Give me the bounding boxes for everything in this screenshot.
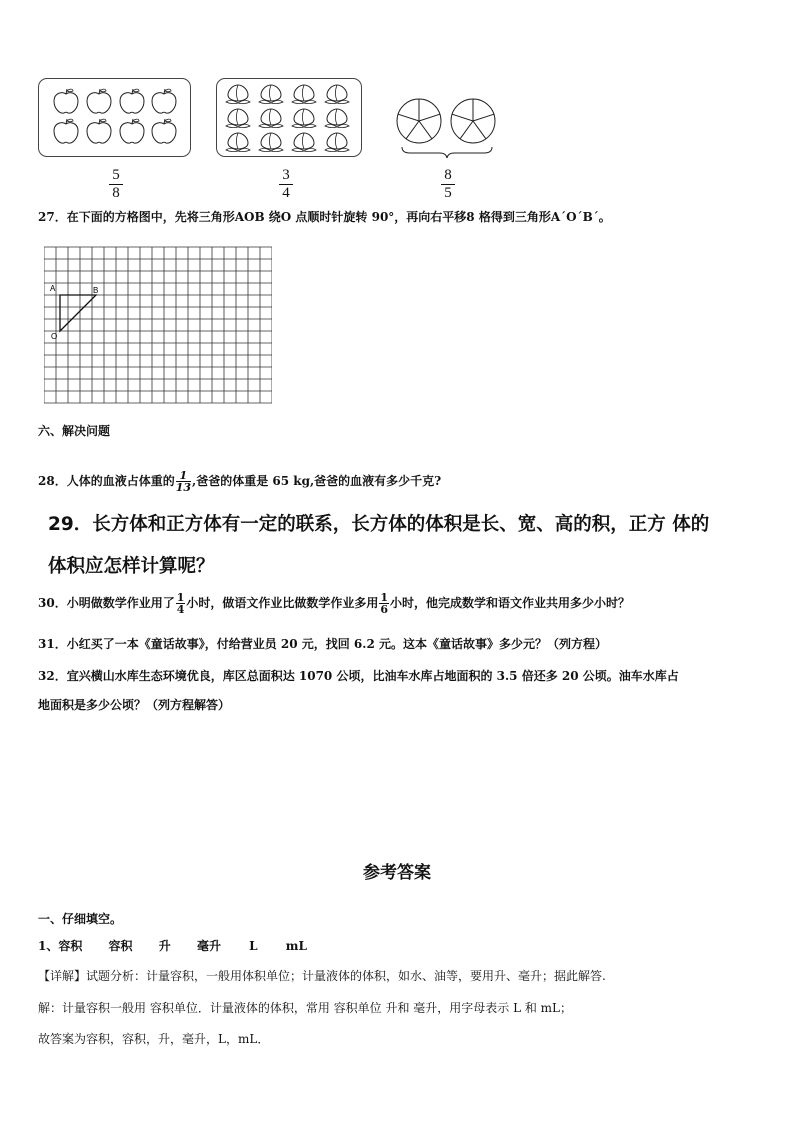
answer-solution: 解：计量容积一般用 容积单位．计量液体的体积，常用 容积单位 升和 毫升，用字母表示 L 和 mL； — [38, 1001, 573, 1015]
apple-icon — [54, 119, 78, 143]
answer-1-item: 毫升 — [196, 939, 221, 953]
question-27: 27．在下面的方格图中，先将三角形AOB 绕O 点顺时针旋转 90°，再向右平移8 格得到三角形A´O´B´。 — [38, 210, 611, 224]
fraction-numerator: 8 — [444, 167, 452, 183]
fraction-numerator: 5 — [112, 167, 120, 183]
question-30-pre: 30．小明做数学作业用了 — [38, 596, 175, 610]
apple-icon — [120, 89, 144, 113]
fraction-denominator: 5 — [444, 185, 452, 201]
answer-1-item: L — [249, 939, 258, 953]
peach-icons — [217, 79, 361, 156]
fraction-numerator: 3 — [282, 167, 290, 183]
section-6-title: 六、解决问题 — [38, 424, 111, 438]
question-32-line1: 32．宜兴横山水库生态环境优良，库区总面积达 1070 公顷，比油车水库占地面积的 3.5 倍还多 20 公顷。油车水库占 — [38, 669, 679, 683]
apple-icon — [120, 119, 144, 143]
answer-1-item: 容积 — [108, 939, 133, 953]
peach-icon — [259, 85, 283, 104]
fraction-one-thirteenth — [176, 470, 191, 493]
pie-diagram — [394, 94, 500, 160]
fraction-peaches — [276, 168, 296, 201]
peach-icon — [226, 109, 250, 128]
peach-icon — [226, 133, 250, 152]
question-31: 31．小红买了一本《童话故事》，付给营业员 20 元，找回 6.2 元。这本《童话故事》多少元？（列方程） — [38, 637, 607, 651]
question-30 — [38, 592, 630, 615]
peach-icon — [292, 85, 316, 104]
question-29-line2: 体积应怎样计算呢？ — [48, 556, 215, 577]
question-30-mid: 小时，做语文作业比做数学作业多用 — [186, 596, 379, 610]
question-29-line1: 29．长方体和正方体有一定的联系，长方体的体积是长、宽、高的积，正方 体的 — [48, 514, 710, 535]
peaches-box — [216, 78, 362, 157]
answers-section-1: 一、仔细填空。 — [38, 912, 123, 926]
apples-box — [38, 78, 191, 157]
apple-icons — [39, 79, 190, 156]
answer-detail: 【详解】试题分析：计量容积，一般用体积单位；计量液体的体积，如水、油等，要用升、毫升；据此解答. — [38, 969, 606, 983]
peach-icon — [325, 133, 349, 152]
apple-icon — [87, 89, 111, 113]
fraction-pies — [438, 168, 458, 201]
peach-icon — [259, 109, 283, 128]
fraction-one-sixth — [379, 592, 389, 615]
apple-icon — [152, 89, 176, 113]
point-b-label: B — [93, 286, 99, 295]
brace-icon — [402, 147, 492, 158]
answer-1 — [38, 937, 307, 954]
fraction-denominator: 13 — [175, 481, 192, 494]
fraction-denominator: 4 — [282, 185, 290, 201]
point-a-label: A — [50, 284, 56, 293]
answer-conclusion: 故答案为容积，容积，升，毫升，L，mL． — [38, 1032, 270, 1046]
grid-lines — [44, 247, 272, 403]
fraction-one-quarter — [176, 592, 186, 615]
fraction-denominator: 4 — [176, 603, 185, 616]
answers-title: 参考答案 — [363, 863, 431, 883]
triangle-aob — [60, 295, 96, 331]
fraction-apples — [106, 168, 126, 201]
pie-icon — [451, 99, 495, 143]
fraction-numerator: 1 — [176, 591, 185, 604]
peach-icon — [226, 85, 250, 104]
point-o-label: O — [51, 332, 58, 341]
fraction-denominator: 8 — [112, 185, 120, 201]
peach-icon — [292, 109, 316, 128]
fraction-numerator: 1 — [380, 591, 389, 604]
grid-figure — [44, 244, 272, 404]
fraction-denominator: 6 — [380, 603, 389, 616]
answer-1-label: 1、容积 — [38, 939, 83, 953]
question-32-line2: 地面积是多少公顷？（列方程解答） — [38, 698, 231, 712]
answer-1-item: mL — [285, 939, 307, 953]
peach-icon — [259, 133, 283, 152]
apple-icon — [87, 119, 111, 143]
fraction-numerator: 1 — [176, 470, 191, 482]
apple-icon — [152, 119, 176, 143]
answer-1-item: 升 — [158, 939, 171, 953]
question-30-post: 小时，他完成数学和语文作业共用多少小时？ — [390, 596, 631, 610]
peach-icon — [325, 85, 349, 104]
question-28-pre: 28．人体的血液占体重的 — [38, 474, 175, 488]
peach-icon — [325, 109, 349, 128]
pie-icon — [397, 99, 441, 143]
apple-icon — [54, 89, 78, 113]
peach-icon — [292, 133, 316, 152]
question-28-post: ,爸爸的体重是 65 kg,爸爸的血液有多少千克? — [192, 474, 442, 488]
question-28 — [38, 470, 441, 493]
